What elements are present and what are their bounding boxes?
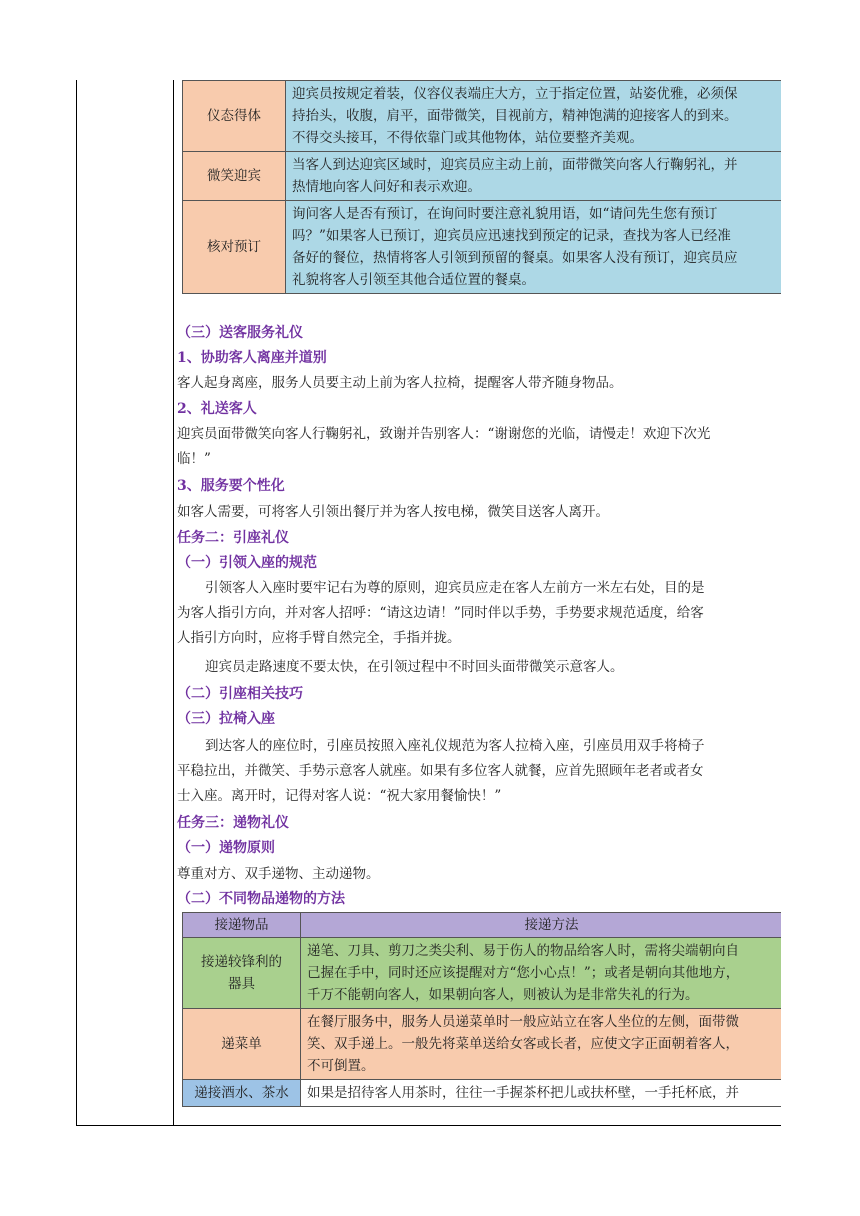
section-heading: （一）引领入座的规范 xyxy=(177,555,317,571)
paragraph: 士入座。离开时，记得对客人说：“祝大家用餐愉快！” xyxy=(177,788,502,804)
paragraph: 尊重对方、双手递物、主动递物。 xyxy=(177,866,380,882)
section-heading: （二）不同物品递物的方法 xyxy=(177,891,345,907)
paragraph: 为客人指引方向，并对客人招呼：“请这边请！”同时伴以手势，手势要求规范适度，给客 xyxy=(177,605,704,621)
row-key: 仪态得体 xyxy=(183,81,286,152)
task-heading: 任务三：递物礼仪 xyxy=(177,815,289,831)
section-heading: （一）递物原则 xyxy=(177,840,275,856)
row-value: 询问客人是否有预订，在询问时要注意礼貌用语，如“请问先生您有预订 吗？”如果客人已预订，迎宾员应迅速找到预定的记录，查找为客人已经准 备好的餐位，热情将客人引领到预留的餐桌。如果客人没有预订，迎宾员应 礼貌将客人引领至其他合适位置的餐桌。 xyxy=(286,201,782,294)
paragraph: 临！” xyxy=(177,451,211,467)
left-column xyxy=(77,80,174,1125)
subsection-heading: 2、礼送客人 xyxy=(177,401,257,417)
page-frame xyxy=(76,80,781,1126)
row-key: 核对预订 xyxy=(183,201,286,294)
table-row xyxy=(183,152,782,201)
paragraph: 引领客人入座时要牢记右为尊的原则，迎宾员应走在客人左前方一米左右处，目的是 xyxy=(205,580,705,596)
row-key: 微笑迎宾 xyxy=(183,152,286,201)
paragraph: 客人起身离座，服务人员要主动上前为客人拉椅，提醒客人带齐随身物品。 xyxy=(177,375,623,391)
row-value: 递笔、刀具、剪刀之类尖利、易于伤人的物品给客人时，需将尖端朝向自 己握在手中，同时还应该提醒对方“您小心点！”；或者是朝向其他地方， 千万不能朝向客人，如果朝向客人，则被认为是非常失礼的行为。 xyxy=(301,938,782,1009)
subsection-heading: 1、协助客人离座并道别 xyxy=(177,350,327,366)
paragraph: 迎宾员走路速度不要太快，在引领过程中不时回头面带微笑示意客人。 xyxy=(205,659,624,675)
paragraph: 如客人需要，可将客人引领出餐厅并为客人按电梯，微笑目送客人离开。 xyxy=(177,504,609,520)
column-header: 接递物品 xyxy=(183,913,301,938)
table-row xyxy=(183,1009,782,1080)
paragraph: 迎宾员面带微笑向客人行鞠躬礼，致谢并告别客人：“谢谢您的光临，请慢走！欢迎下次光 xyxy=(177,426,711,442)
row-value: 迎宾员按规定着装，仪容仪表端庄大方，立于指定位置，站姿优雅，必须保 持抬头，收腹，肩平，面带微笑，目视前方，精神饱满的迎接客人的到来。 不得交头接耳，不得依靠门或其他物体，站位要整齐美观。 xyxy=(286,81,782,152)
welcome-etiquette-table xyxy=(182,80,781,294)
handing-objects-table xyxy=(182,912,781,1107)
section-heading: （二）引座相关技巧 xyxy=(177,686,303,702)
row-value: 在餐厅服务中，服务人员递菜单时一般应站立在客人坐位的左侧，面带微 笑、双手递上。一般先将菜单送给女客或长者，应使文字正面朝着客人， 不可倒置。 xyxy=(301,1009,782,1080)
paragraph: 到达客人的座位时，引座员按照入座礼仪规范为客人拉椅入座，引座员用双手将椅子 xyxy=(205,738,705,754)
section-heading: （三）送客服务礼仪 xyxy=(177,325,303,341)
task-heading: 任务二：引座礼仪 xyxy=(177,530,289,546)
content-column xyxy=(173,80,781,1125)
paragraph: 人指引方向时，应将手臂自然完全，手指并拢。 xyxy=(177,630,461,646)
row-value: 当客人到达迎宾区域时，迎宾员应主动上前，面带微笑向客人行鞠躬礼，并 热情地向客人问好和表示欢迎。 xyxy=(286,152,782,201)
table-row xyxy=(183,81,782,152)
table-row xyxy=(183,938,782,1009)
row-key: 递菜单 xyxy=(183,1009,301,1080)
section-heading: （三）拉椅入座 xyxy=(177,711,275,727)
subsection-heading: 3、服务要个性化 xyxy=(177,478,285,494)
row-key: 接递较锋利的 器具 xyxy=(183,938,301,1009)
table-row xyxy=(183,201,782,294)
table-header-row xyxy=(183,913,782,938)
table-row xyxy=(183,1080,782,1107)
paragraph: 平稳拉出，并微笑、手势示意客人就座。如果有多位客人就餐，应首先照顾年老者或者女 xyxy=(177,763,704,779)
row-key: 递接酒水、茶水 xyxy=(183,1080,301,1107)
column-header: 接递方法 xyxy=(301,913,782,938)
row-value: 如果是招待客人用茶时，往往一手握茶杯把儿或扶杯壁，一手托杯底，并 xyxy=(301,1080,782,1107)
